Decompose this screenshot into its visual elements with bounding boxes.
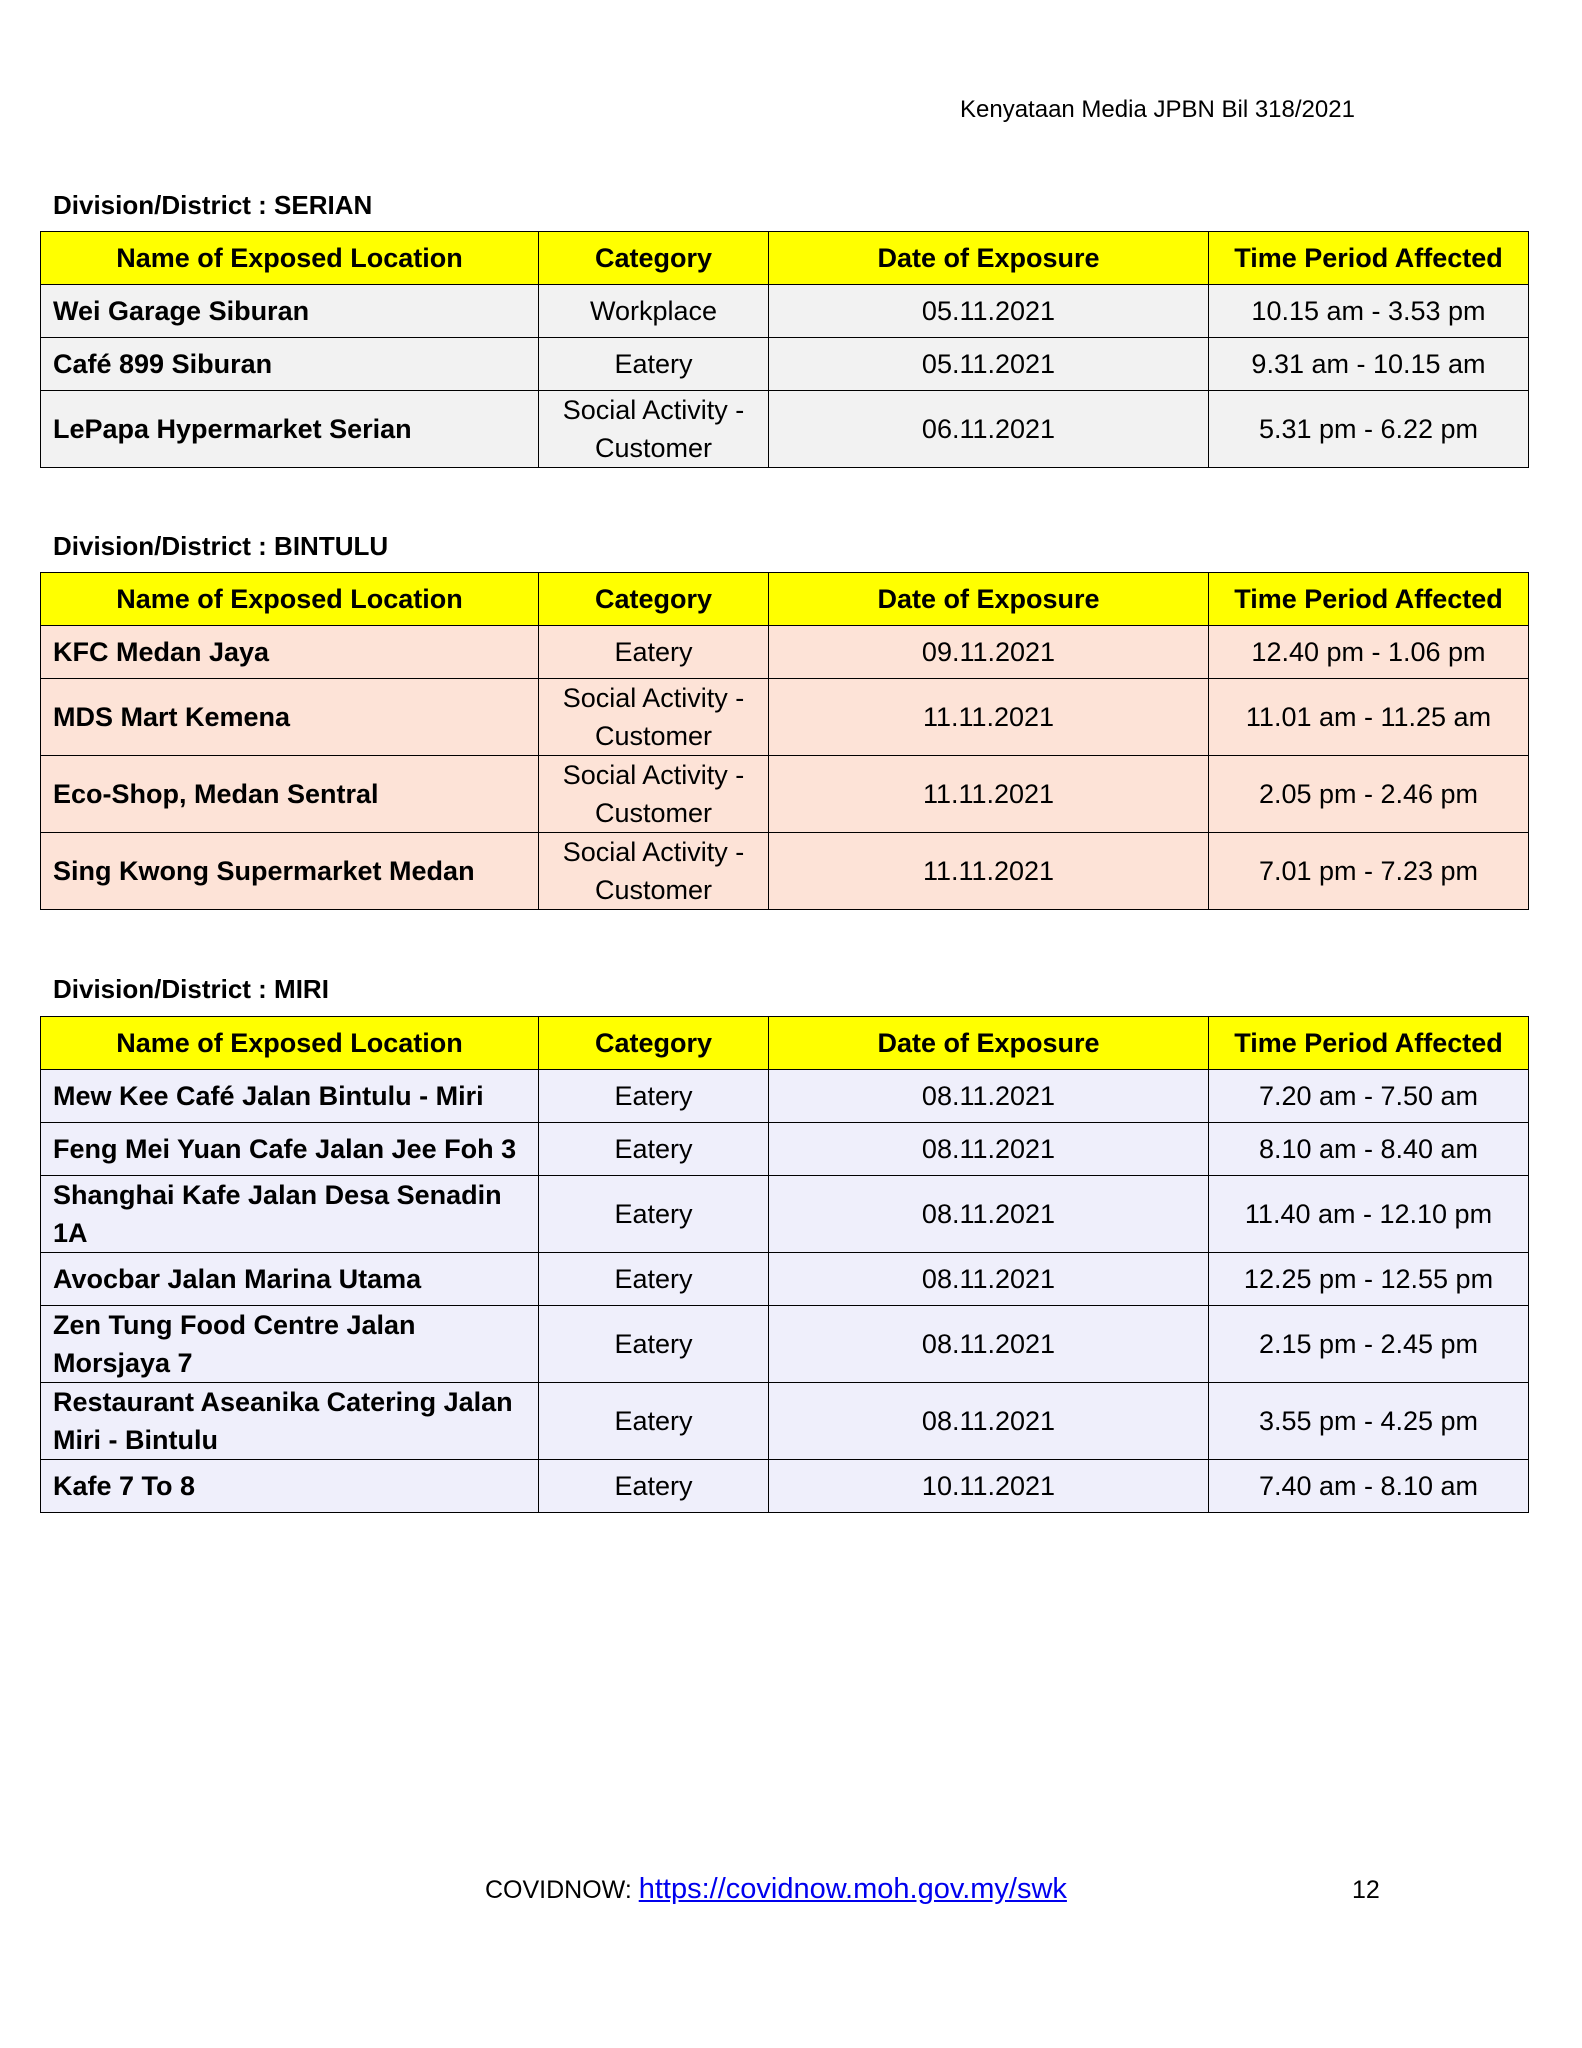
location-cell: MDS Mart Kemena bbox=[41, 679, 539, 756]
time-cell: 7.40 am - 8.10 am bbox=[1209, 1460, 1529, 1513]
column-header-category: Category bbox=[539, 573, 769, 626]
date-cell: 08.11.2021 bbox=[769, 1306, 1209, 1383]
location-cell: Kafe 7 To 8 bbox=[41, 1460, 539, 1513]
time-cell: 3.55 pm - 4.25 pm bbox=[1209, 1383, 1529, 1460]
category-cell: Eatery bbox=[539, 1383, 769, 1460]
table-row bbox=[41, 1383, 1529, 1460]
table-row bbox=[41, 1306, 1529, 1383]
column-header-time: Time Period Affected bbox=[1209, 232, 1529, 285]
category-cell: Eatery bbox=[539, 1070, 769, 1123]
table-row bbox=[41, 391, 1529, 468]
date-cell: 11.11.2021 bbox=[769, 833, 1209, 910]
table-header-row bbox=[41, 232, 1529, 285]
column-header-category: Category bbox=[539, 232, 769, 285]
location-cell: Feng Mei Yuan Cafe Jalan Jee Foh 3 bbox=[41, 1123, 539, 1176]
category-cell: Social Activity - Customer bbox=[539, 756, 769, 833]
date-cell: 08.11.2021 bbox=[769, 1123, 1209, 1176]
location-cell: Eco-Shop, Medan Sentral bbox=[41, 756, 539, 833]
section-label-serian: Division/District : SERIAN bbox=[53, 190, 373, 220]
column-header-date: Date of Exposure bbox=[769, 232, 1209, 285]
table-row bbox=[41, 679, 1529, 756]
section-label-miri: Division/District : MIRI bbox=[53, 974, 329, 1004]
date-cell: 08.11.2021 bbox=[769, 1383, 1209, 1460]
time-cell: 9.31 am - 10.15 am bbox=[1209, 338, 1529, 391]
date-cell: 05.11.2021 bbox=[769, 285, 1209, 338]
time-cell: 10.15 am - 3.53 pm bbox=[1209, 285, 1529, 338]
table-row bbox=[41, 1253, 1529, 1306]
column-header-date: Date of Exposure bbox=[769, 573, 1209, 626]
time-cell: 12.25 pm - 12.55 pm bbox=[1209, 1253, 1529, 1306]
time-cell: 5.31 pm - 6.22 pm bbox=[1209, 391, 1529, 468]
date-cell: 05.11.2021 bbox=[769, 338, 1209, 391]
date-cell: 08.11.2021 bbox=[769, 1176, 1209, 1253]
page-number: 12 bbox=[1352, 1876, 1380, 1904]
location-cell: Sing Kwong Supermarket Medan bbox=[41, 833, 539, 910]
table-row bbox=[41, 626, 1529, 679]
column-header-location: Name of Exposed Location bbox=[41, 573, 539, 626]
table-row bbox=[41, 1070, 1529, 1123]
category-cell: Eatery bbox=[539, 1123, 769, 1176]
table-row bbox=[41, 1460, 1529, 1513]
location-cell: LePapa Hypermarket Serian bbox=[41, 391, 539, 468]
category-cell: Social Activity - Customer bbox=[539, 679, 769, 756]
time-cell: 2.05 pm - 2.46 pm bbox=[1209, 756, 1529, 833]
section-label-bintulu: Division/District : BINTULU bbox=[53, 531, 389, 561]
date-cell: 08.11.2021 bbox=[769, 1253, 1209, 1306]
column-header-time: Time Period Affected bbox=[1209, 573, 1529, 626]
media-statement-reference: Kenyataan Media JPBN Bil 318/2021 bbox=[960, 96, 1355, 123]
table-row bbox=[41, 833, 1529, 910]
covidnow-link[interactable]: https://covidnow.moh.gov.my/swk bbox=[638, 1873, 1067, 1905]
category-cell: Eatery bbox=[539, 1253, 769, 1306]
column-header-date: Date of Exposure bbox=[769, 1017, 1209, 1070]
column-header-location: Name of Exposed Location bbox=[41, 232, 539, 285]
date-cell: 08.11.2021 bbox=[769, 1070, 1209, 1123]
location-cell: Zen Tung Food Centre Jalan Morsjaya 7 bbox=[41, 1306, 539, 1383]
date-cell: 10.11.2021 bbox=[769, 1460, 1209, 1513]
table-serian bbox=[40, 231, 1529, 468]
column-header-location: Name of Exposed Location bbox=[41, 1017, 539, 1070]
category-cell: Social Activity - Customer bbox=[539, 391, 769, 468]
time-cell: 7.01 pm - 7.23 pm bbox=[1209, 833, 1529, 910]
date-cell: 11.11.2021 bbox=[769, 756, 1209, 833]
date-cell: 06.11.2021 bbox=[769, 391, 1209, 468]
location-cell: Shanghai Kafe Jalan Desa Senadin 1A bbox=[41, 1176, 539, 1253]
table-header-row bbox=[41, 573, 1529, 626]
table-row bbox=[41, 285, 1529, 338]
column-header-category: Category bbox=[539, 1017, 769, 1070]
category-cell: Eatery bbox=[539, 1176, 769, 1253]
time-cell: 8.10 am - 8.40 am bbox=[1209, 1123, 1529, 1176]
location-cell: Avocbar Jalan Marina Utama bbox=[41, 1253, 539, 1306]
footer bbox=[485, 1873, 1067, 1906]
column-header-time: Time Period Affected bbox=[1209, 1017, 1529, 1070]
time-cell: 7.20 am - 7.50 am bbox=[1209, 1070, 1529, 1123]
category-cell: Eatery bbox=[539, 1306, 769, 1383]
table-row bbox=[41, 1123, 1529, 1176]
category-cell: Eatery bbox=[539, 338, 769, 391]
category-cell: Social Activity - Customer bbox=[539, 833, 769, 910]
time-cell: 2.15 pm - 2.45 pm bbox=[1209, 1306, 1529, 1383]
table-row bbox=[41, 756, 1529, 833]
location-cell: Café 899 Siburan bbox=[41, 338, 539, 391]
location-cell: KFC Medan Jaya bbox=[41, 626, 539, 679]
location-cell: Restaurant Aseanika Catering Jalan Miri - Bintulu bbox=[41, 1383, 539, 1460]
date-cell: 11.11.2021 bbox=[769, 679, 1209, 756]
date-cell: 09.11.2021 bbox=[769, 626, 1209, 679]
time-cell: 11.40 am - 12.10 pm bbox=[1209, 1176, 1529, 1253]
category-cell: Workplace bbox=[539, 285, 769, 338]
table-row bbox=[41, 1176, 1529, 1253]
table-header-row bbox=[41, 1017, 1529, 1070]
time-cell: 11.01 am - 11.25 am bbox=[1209, 679, 1529, 756]
table-bintulu bbox=[40, 572, 1529, 910]
location-cell: Wei Garage Siburan bbox=[41, 285, 539, 338]
time-cell: 12.40 pm - 1.06 pm bbox=[1209, 626, 1529, 679]
category-cell: Eatery bbox=[539, 1460, 769, 1513]
table-row bbox=[41, 338, 1529, 391]
location-cell: Mew Kee Café Jalan Bintulu - Miri bbox=[41, 1070, 539, 1123]
footer-prefix: COVIDNOW: bbox=[485, 1876, 639, 1904]
category-cell: Eatery bbox=[539, 626, 769, 679]
table-miri bbox=[40, 1016, 1529, 1513]
